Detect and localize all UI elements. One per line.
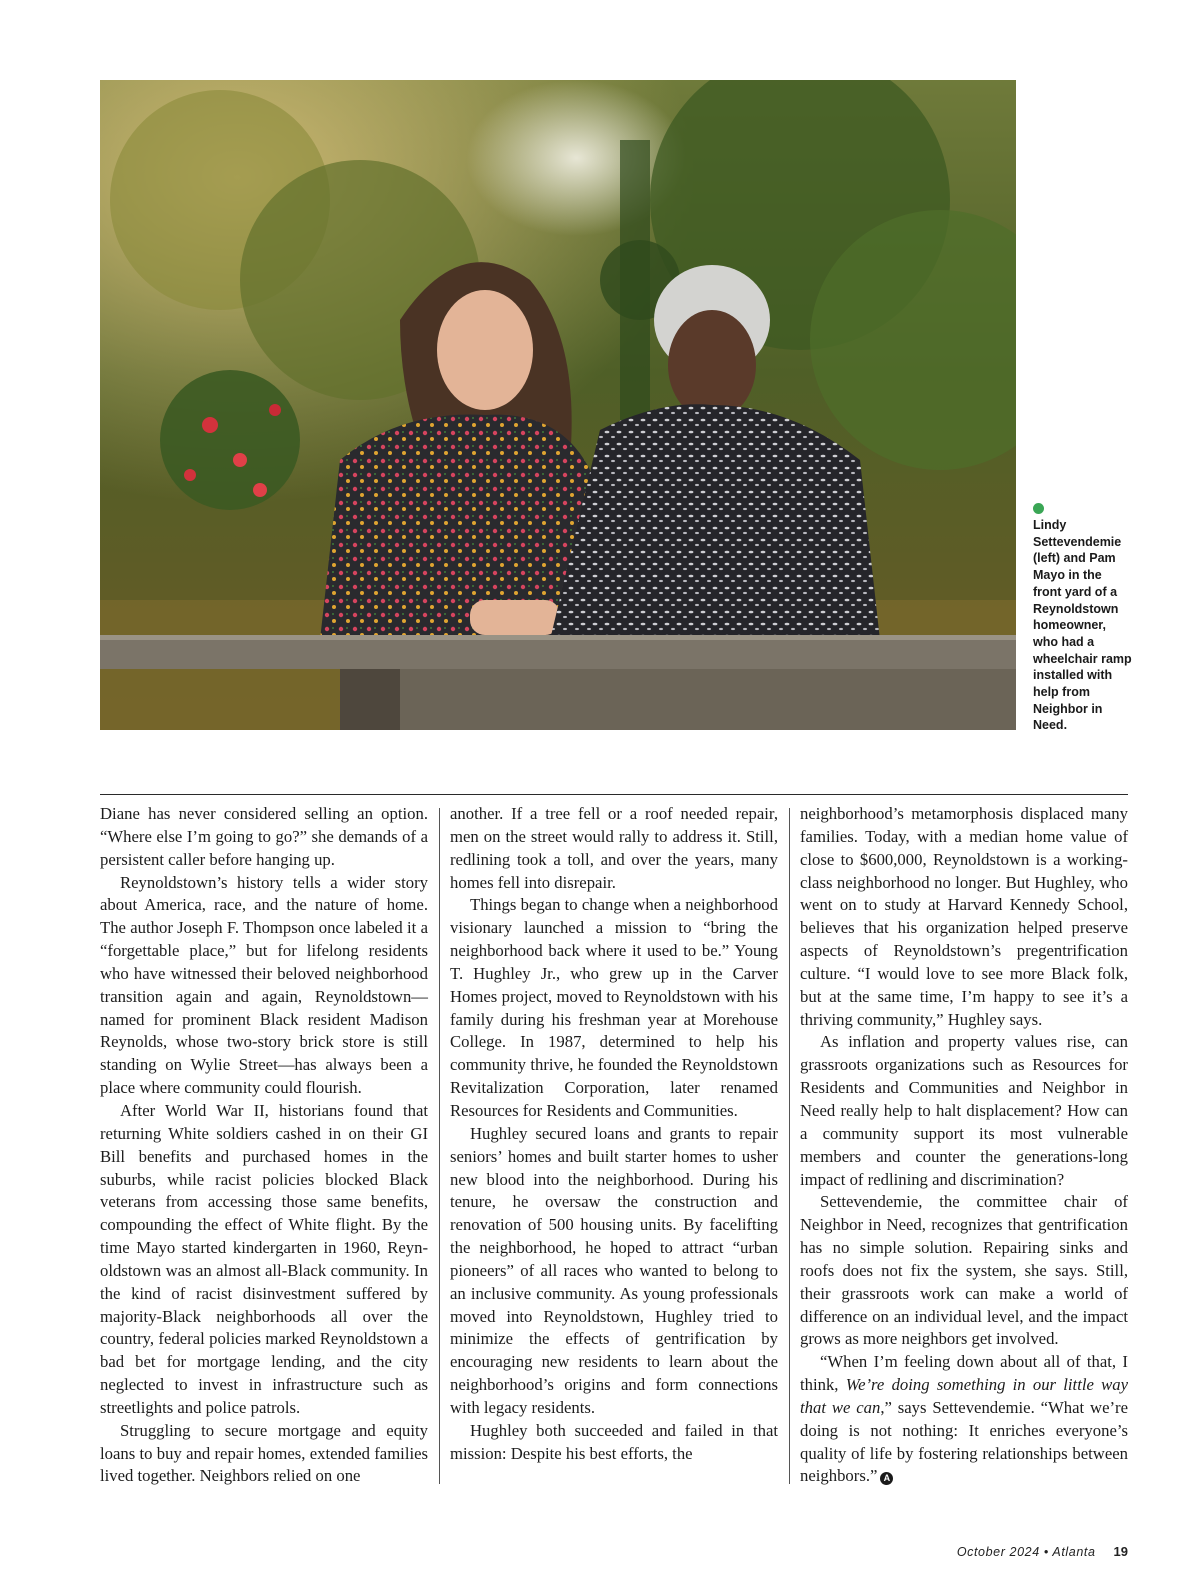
- paragraph: Hughley secured loans and grants to repair seniors’ homes and built starter homes to usher new blood into the neighborhood. During his tenure, he oversaw the construction and renovation of 500 housing units. By facelifting the neighborhood, he hoped to attract “urban pioneers” of all races who wanted to belong to an inclusive community. As young professionals moved into Reynoldstown, Hughley tried to minimize the effects of gentrification by encouraging new residents to learn about the neighborhood’s origins and form connections with legacy residents.: [450, 1123, 778, 1417]
- paragraph: another. If a tree fell or a roof needed repair, men on the street would rally to address it. Still, redlining took a toll, and over the years, many homes fell into disrepair.: [450, 804, 778, 892]
- photo-two-women-at-bench-icon: [100, 80, 1016, 730]
- paragraph: Settevendemie, the committee chair of Neighbor in Need, recognizes that gentrification has no simple solution. Repairing sinks and roofs does not fix the system, she says. Still, their grassroots work can make a world of difference on an individual level, and the impact grows as more neighbors get involved.: [800, 1192, 1128, 1349]
- article-column-3: [800, 803, 1128, 1488]
- page-number: 19: [1113, 1544, 1128, 1559]
- article-column-2: [450, 803, 778, 1465]
- italic-quote: We’re doing something in our little way that we can: [800, 1375, 1128, 1417]
- end-mark-icon: A: [880, 1472, 893, 1485]
- paragraph: Struggling to secure mortgage and equity loans to buy and repair homes, extended families lived together. Neighbors relied on one: [100, 1420, 428, 1486]
- photo-caption: [1033, 503, 1133, 734]
- paragraph: Hughley both succeeded and failed in that mission: Despite his best efforts, the: [450, 1420, 778, 1463]
- paragraph: As inflation and property values rise, can grassroots organizations such as Resources for Residents and Communities and Neighbor in Need really help to halt displacement? How can a community support its most vulnerable members and counter the generations-long impact of redlining and discrimination?: [800, 1032, 1128, 1189]
- column-divider: [789, 808, 790, 1484]
- paragraph: After World War II, historians found that returning White soldiers cashed in on their GI Bill benefits and purchased homes in the suburbs, while racist policies blocked Black veterans from accessing those same benefits, compounding the effect of White flight. By the time Mayo started kindergarten in 1960, Reynoldstown was an almost all-Black community. In the kind of racist disinvestment suffered by majority-Black neighborhoods all over the country, federal policies marked Reynoldstown a bad bet for mortgage lending, and the city neglected to invest in infrastructure such as streetlights and police patrols.: [100, 1100, 428, 1417]
- paragraph: Reynoldstown’s history tells a wider story about America, race, and the nature of home. The author Joseph F. Thompson once labeled it a “forgettable place,” but for lifelong residents who have witnessed their beloved neighborhood transition again and again, Reynoldstown—named for prominent Black resident Madison Reynolds, whose two-story brick store is still standing on Wylie Street—has always been a place where community could flourish.: [100, 872, 428, 1098]
- caption-text: Lindy Settevendemie (left) and Pam Mayo in the front yard of a Reynoldstown homeowner, who had a wheelchair ramp installed with help from Neighbor in Need.: [1033, 518, 1132, 733]
- column-divider: [439, 808, 440, 1484]
- feature-photo: [100, 80, 1016, 730]
- section-rule: [100, 794, 1128, 795]
- paragraph: Things began to change when a neighborhood visionary launched a mission to “bring the neighborhood back where it used to be.” Young T. Hughley Jr., who grew up in the Carver Homes project, moved to Reynoldstown with his family during his freshman year at Morehouse College. In 1987, determined to help his community thrive, he founded the Reynoldstown Revitalization Corporation, later renamed Resources for Residents and Communities.: [450, 895, 778, 1120]
- caption-bullet-icon: [1033, 503, 1044, 514]
- closing-paragraph: [800, 1351, 1128, 1488]
- quote-text: ,” says Settevendemie. “What we’re doing is not nothing: It enriches everyone’s quality of life by fostering relationships between neighbors.”: [800, 1397, 1128, 1486]
- page-footer: [957, 1544, 1128, 1559]
- quote-text: “When I’m feeling down about all of that, I think,: [800, 1352, 1128, 1395]
- publication-date: October 2024 • Atlanta: [956, 1545, 1096, 1559]
- paragraph: neighborhood’s metamorphosis displaced many families. Today, with a median home value of close to $600,000, Reynoldstown is a working-class neighborhood no longer. But Hughley, who went on to study at Harvard Kennedy School, believes that his organization helped preserve aspects of Reynoldstown’s pregentrification culture. “I would love to see more Black folk, but at the same time, I’m happy to see it’s a thriving community,” Hughley says.: [800, 804, 1128, 1029]
- paragraph: Diane has never considered selling an option. “Where else I’m going to go?” she demands of a persistent caller before hanging up.: [100, 804, 428, 869]
- article-column-1: [100, 803, 428, 1488]
